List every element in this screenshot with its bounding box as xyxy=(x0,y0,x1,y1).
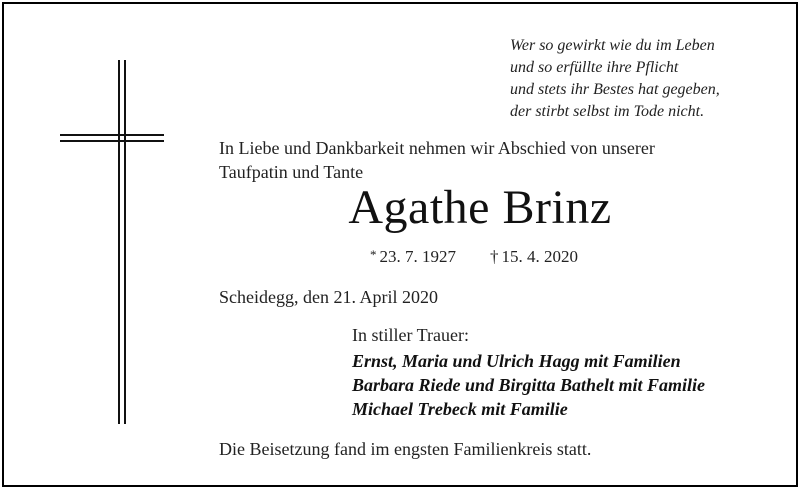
poem-line: und stets ihr Bestes hat gegeben, xyxy=(510,81,720,98)
intro-line-2: Taufpatin und Tante xyxy=(219,162,364,182)
poem-line: und so erfüllte ihre Pflicht xyxy=(510,59,679,76)
birth-date: 23. 7. 1927 xyxy=(379,247,456,266)
poem-line: Wer so gewirkt wie du im Leben xyxy=(510,37,715,54)
mourner-family: Michael Trebeck mit Familie xyxy=(352,399,568,419)
deceased-name: Agathe Brinz xyxy=(348,181,612,234)
intro-text xyxy=(219,136,655,184)
obituary-notice xyxy=(2,2,798,487)
mourner-family: Barbara Riede und Birgitta Bathelt mit Familie xyxy=(352,375,706,395)
death-date: 15. 4. 2020 xyxy=(501,247,578,266)
memorial-poem xyxy=(510,35,720,123)
place-and-date: Scheidegg, den 21. April 2020 xyxy=(219,287,438,307)
intro-line-1: In Liebe und Dankbarkeit nehmen wir Abschied von unserer xyxy=(219,138,655,158)
mourning-label: In stiller Trauer: xyxy=(352,325,469,345)
death-cross-icon: † xyxy=(490,247,499,266)
mourners-list xyxy=(352,349,705,421)
birth-star-icon: * xyxy=(370,247,377,262)
mourner-family: Ernst, Maria und Ulrich Hagg mit Familien xyxy=(352,351,681,371)
poem-line: der stirbt selbst im Tode nicht. xyxy=(510,103,705,120)
life-dates xyxy=(370,244,578,268)
burial-note: Die Beisetzung fand im engsten Familienkreis statt. xyxy=(219,439,592,459)
